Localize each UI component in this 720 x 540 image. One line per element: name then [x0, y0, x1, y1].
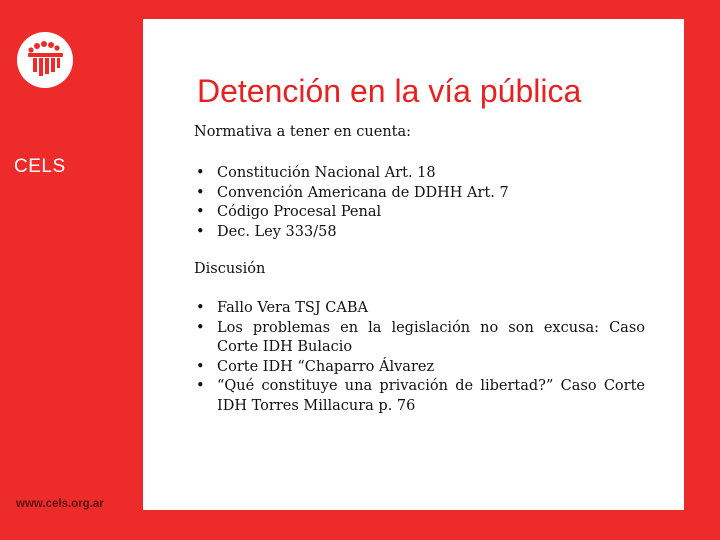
- normativa-section: [194, 123, 645, 143]
- list-item: [194, 358, 645, 378]
- discusion-item-text: Fallo Vera TSJ CABA: [217, 300, 368, 316]
- normativa-heading: Normativa a tener en cuenta:: [194, 124, 412, 140]
- discusion-section-list: [194, 299, 645, 416]
- normativa-item-text: Dec. Ley 333/58: [217, 223, 337, 240]
- list-item: [194, 184, 645, 204]
- list-item: [194, 319, 645, 358]
- normativa-item-text: Código Procesal Penal: [217, 204, 382, 220]
- bullet: •: [196, 378, 205, 394]
- discusion-heading: Discusión: [194, 261, 266, 277]
- list-item: [194, 299, 645, 319]
- list-item: [194, 223, 645, 243]
- slide-title: Detención en la vía pública: [197, 73, 582, 109]
- website-link[interactable]: www.cels.org.ar: [16, 498, 104, 510]
- org-name: CELS: [14, 156, 66, 177]
- bullet: •: [196, 184, 205, 201]
- list-item: [194, 377, 645, 416]
- bullet: •: [196, 300, 205, 316]
- bullet: •: [196, 165, 205, 181]
- normativa-item-text: Constitución Nacional Art. 18: [217, 165, 436, 181]
- list-item: [194, 164, 645, 184]
- normativa-list: [194, 164, 645, 242]
- discusion-item-text: Corte IDH “Chaparro Álvarez: [217, 358, 435, 375]
- people-group-logo-icon: [17, 32, 73, 88]
- cels-logo: [17, 32, 73, 88]
- bullet: •: [196, 223, 205, 240]
- slide-panel: [143, 19, 684, 510]
- discusion-section: [194, 260, 645, 280]
- discusion-item-text: “Qué constituye una privación de libertad?” Caso Corte IDH Torres Millacura p. 76: [217, 378, 645, 414]
- discusion-item-text: Los problemas en la legislación no son excusa: Caso Corte IDH Bulacio: [217, 319, 645, 355]
- normativa-section-list: [194, 164, 645, 242]
- bullet: •: [196, 358, 205, 375]
- normativa-item-text: Convención Americana de DDHH Art. 7: [217, 184, 509, 201]
- bullet: •: [196, 204, 205, 220]
- discusion-list: [194, 299, 645, 416]
- list-item: [194, 203, 645, 223]
- bullet: •: [196, 319, 205, 336]
